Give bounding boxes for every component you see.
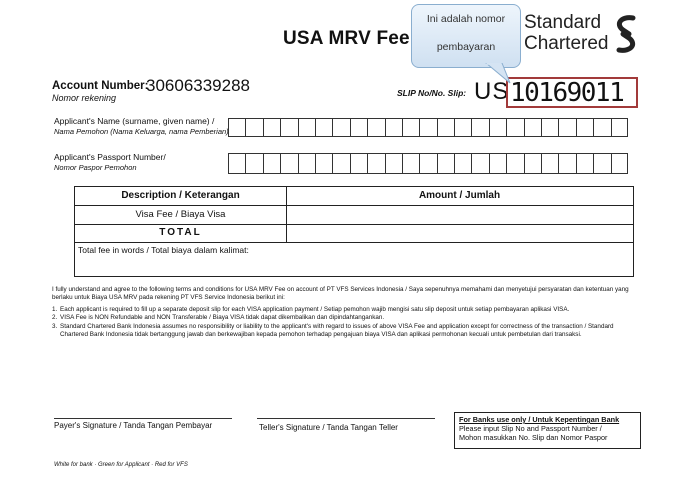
terms-item: 2. VISA Fee is NON Refundable and NON Transferable / Biaya VISA tidak dapat dikembalikan dan dipindahtangankan. [52,314,385,322]
slip-number-label: SLIP No/No. Slip: [397,88,467,98]
logo-line-1: Standard [524,12,602,33]
bank-box-line-2: Mohon masukkan No. Slip dan Nomor Paspor [459,433,608,442]
standard-chartered-logo-icon [611,14,641,54]
account-number-label: Account Number: [52,80,149,92]
terms-intro: I fully understand and agree to the following terms and conditions for USA MRV Fee on account of PT VFS Services Indonesia / Saya sepenuhnya memahami dan menyetujui persyaratan dan ketentuan yang berlaku untuk Biaya USA MRV pada rekening PT VFS Service Indonesia berikut ini: [52,286,629,302]
callout-line-2: pembayaran [436,41,496,53]
amount-header: Amount / Jumlah [418,190,501,201]
passport-number-label-id: Nomor Paspor Pemohon [54,163,137,172]
passport-number-label-en: Applicant's Passport Number/ [54,152,166,162]
account-number-label-id: Nomor rekening [52,93,117,103]
annotation-callout [411,4,521,68]
applicant-name-boxes-row-1[interactable] [228,118,628,137]
slip-number-value: 10169011 [510,78,624,108]
account-number-value: 30606339288 [146,76,251,95]
passport-number-boxes[interactable] [228,153,628,174]
callout-pointer-icon [484,63,514,85]
total-in-words-label: Total fee in words / Total biaya dalam kalimat: [78,245,249,255]
teller-signature-label: Teller's Signature / Tanda Tangan Teller [259,423,398,432]
bank-use-only-box [454,412,641,449]
logo-line-2: Chartered [524,33,609,54]
terms-and-conditions [52,286,642,339]
applicant-name-label-id: Nama Pemohon (Nama Keluarga, nama Pemberian) [54,127,229,136]
payer-signature-label: Payer's Signature / Tanda Tangan Pembayar [54,421,213,430]
payer-signature-line[interactable] [54,418,232,419]
teller-signature-line[interactable] [257,418,435,419]
applicant-name-label-en: Applicant's Name (surname, given name) / [54,116,215,126]
passport-number-label [54,152,229,173]
applicant-name-label [54,116,229,137]
bank-box-line-1: Please input Slip No and Passport Number / [459,424,602,433]
total-row-label: TOTAL [159,227,202,238]
terms-item: 1. Each applicant is required to fill up a separate deposit slip for each VISA application payment / Setiap pemohon wajib mengisi satu slip deposit untuk setiap pembayaran aplikasi VISA. [52,305,570,313]
callout-line-1: Ini adalah nomor [426,13,506,25]
terms-item: 3. Standard Chartered Bank Indonesia assumes no responsibility or liability to the applicant's with regard to issues of above VISA Fee and application except for correctness of the transaction / Standard Chartered Bank Indonesia tidak bertanggung jawab dan berkewajiban kepada pemohon terhadap pengajuan biaya VISA dan aplikasi permohonan kecuali untuk pembetulan dari transaksi. [52,322,614,339]
slip-prefix: US [474,78,510,105]
fee-table [74,186,634,277]
description-header: Description / Keterangan [121,190,240,201]
bank-box-header: For Banks use only / Untuk Kepentingan Bank [459,415,620,424]
bank-logo-text [524,12,609,54]
form-title: USA MRV Fee [283,28,410,49]
copy-distribution-note: White for bank · Green for Applicant · Red for VFS [54,462,188,468]
visa-fee-row-label: Visa Fee / Biaya Visa [135,209,226,220]
